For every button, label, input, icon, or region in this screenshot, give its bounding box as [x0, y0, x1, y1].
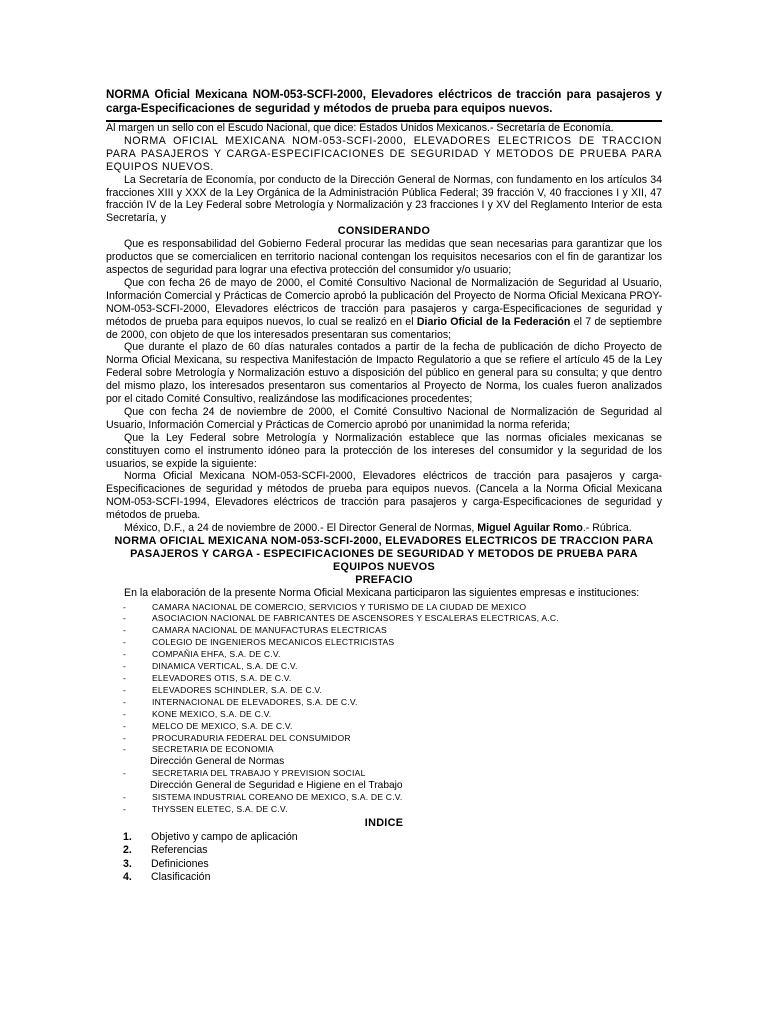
dash-bullet: - — [123, 708, 127, 719]
text-segment: el 7 de septiembre de 2000, con objeto de que los interesados presentaran sus comentarios; — [106, 315, 662, 341]
institution-name: CAMARA NACIONAL DE MANUFACTURAS ELECTRICAS — [152, 625, 387, 636]
institution-name: ELEVADORES OTIS, S.A. DE C.V. — [152, 672, 292, 683]
list-item — [106, 602, 662, 614]
norma-title: NORMA OFICIAL MEXICANA NOM-053-SCFI-2000, ELEVADORES ELECTRICOS DE TRACCION PARA PASAJEROS Y CARGA - ESPECIFICACIONES DE SEGURIDAD Y METODOS DE PRUEBA PARA EQUIPOS NUEVOS — [114, 535, 654, 573]
list-item — [106, 637, 662, 649]
list-item — [106, 697, 662, 709]
caps-title: NORMA OFICIAL MEXICANA NOM-053-SCFI-2000, ELEVADORES ELECTRICOS DE TRACCION PARA PASAJEROS Y CARGA-ESPECIFICACIONES DE SEGURIDAD Y METODOS DE PRUEBA PARA EQUIPOS NUEVOS. — [106, 134, 662, 173]
document-page — [106, 88, 662, 885]
heading-indice: INDICE — [364, 816, 404, 829]
paragraph-secretaria: La Secretaría de Economía, por conducto de la Dirección General de Normas, con fundamento en los artículos 34 fracciones XIII y XXX de la Ley Orgánica de la Administración Pública Federal; 39 fracción V, 40 fracciones I y XII, 47 fracción IV de la Ley Federal sobre Metrología y Normalización y 23 fracciones I y XV del Reglamento Interior de esta Secretaría, y — [106, 173, 662, 225]
index-label: Clasificación — [151, 871, 211, 884]
list-item — [106, 768, 662, 780]
dash-bullet: - — [123, 768, 127, 779]
list-item — [106, 685, 662, 697]
list-item — [106, 733, 662, 745]
institution-name: COLEGIO DE INGENIEROS MECANICOS ELECTRICISTAS — [152, 637, 395, 648]
institution-name: PROCURADURIA FEDERAL DEL CONSUMIDOR — [152, 732, 351, 743]
paragraph-considerando-4: Que con fecha 24 de noviembre de 2000, el Comité Consultivo Nacional de Normalización de Seguridad al Usuario, Información Comercial y Prácticas de Comercio aprobó por unanimidad la norma referida; — [106, 405, 662, 431]
dash-bullet: - — [123, 684, 127, 695]
dash-bullet: - — [123, 696, 127, 707]
heading-prefacio: PREFACIO — [355, 573, 413, 586]
dash-bullet: - — [123, 649, 127, 660]
institution-name: CAMARA NACIONAL DE COMERCIO, SERVICIOS Y TURISMO DE LA CIUDAD DE MEXICO — [152, 601, 527, 612]
institution-name: ELEVADORES SCHINDLER, S.A. DE C.V. — [152, 684, 323, 695]
list-item — [106, 792, 662, 804]
paragraph-considerando-6: Norma Oficial Mexicana NOM-053-SCFI-2000, Elevadores eléctricos de tracción para pasajeros y carga-Especificaciones de seguridad y métodos de prueba para equipos nuevos. (Cancela a la Norma Oficial Mexicana NOM-053-SCFI-1994, Elevadores eléctricos de tracción para pasajeros y carga-Especificaciones de seguridad y métodos de prueba. — [106, 470, 662, 522]
index-item — [106, 831, 662, 845]
list-item — [106, 613, 662, 625]
text-segment: México, D.F., a 24 de noviembre de 2000.- El Director General de Normas, — [124, 522, 475, 535]
institution-list — [106, 602, 662, 816]
paragraph-prefacio: En la elaboración de la presente Norma Oficial Mexicana participaron las siguientes empresas e instituciones: — [124, 586, 640, 599]
document-body — [106, 122, 662, 885]
list-item — [106, 744, 662, 756]
dash-bullet: - — [123, 803, 127, 814]
index-number: 4. — [123, 871, 132, 884]
institution-subunit: Dirección General de Normas — [150, 756, 285, 768]
dash-bullet: - — [123, 613, 127, 624]
paragraph-considerando-2 — [106, 277, 662, 342]
list-item — [106, 625, 662, 637]
institution-name: SISTEMA INDUSTRIAL COREANO DE MEXICO, S.A. DE C.V. — [152, 792, 403, 803]
institution-name: COMPAÑIA EHFA, S.A. DE C.V. — [152, 649, 281, 660]
document-title: NORMA Oficial Mexicana NOM-053-SCFI-2000, Elevadores eléctricos de tracción para pasajeros y carga-Especificaciones de seguridad y métodos de prueba para equipos nuevos. — [106, 88, 662, 122]
dash-bullet: - — [123, 720, 127, 731]
index-list — [106, 831, 662, 885]
signatory-name: Miguel Aguilar Romo — [477, 522, 583, 535]
dash-bullet: - — [123, 637, 127, 648]
dash-bullet: - — [123, 672, 127, 683]
index-item — [106, 871, 662, 885]
index-item — [106, 858, 662, 872]
dash-bullet: - — [123, 661, 127, 672]
institution-name: THYSSEN ELETEC, S.A. DE C.V. — [152, 803, 288, 814]
institution-name: INTERNACIONAL DE ELEVADORES, S.A. DE C.V. — [152, 696, 358, 707]
dash-bullet: - — [123, 792, 127, 803]
list-subitem — [106, 780, 662, 792]
institution-name: DINAMICA VERTICAL, S.A. DE C.V. — [152, 661, 298, 672]
diario-oficial-ref: Diario Oficial de la Federación — [416, 315, 571, 328]
list-item — [106, 721, 662, 733]
paragraph-considerando-3: Que durante el plazo de 60 días naturales contados a partir de la fecha de publicación de dicho Proyecto de Norma Oficial Mexicana, su respectiva Manifestación de Impacto Regulatorio a que se refiere el artículo 45 de la Ley Federal sobre Metrología y Normalización estuvo a disposición del público en general para su consulta; y que dentro del mismo plazo, los interesados presentaron sus comentarios al Proyecto de Norma, los cuales fueron analizados por el citado Comité Consultivo, realizándose las modificaciones procedentes; — [106, 341, 662, 406]
list-item — [106, 661, 662, 673]
index-item — [106, 844, 662, 858]
list-item — [106, 804, 662, 816]
index-label: Referencias — [151, 844, 208, 857]
index-label: Objetivo y campo de aplicación — [151, 830, 298, 843]
index-label: Definiciones — [151, 857, 209, 870]
list-item — [106, 649, 662, 661]
dash-bullet: - — [123, 744, 127, 755]
signature-line — [106, 522, 662, 535]
index-number: 3. — [123, 857, 132, 870]
institution-name: MELCO DE MEXICO, S.A. DE C.V. — [152, 720, 293, 731]
list-subitem — [106, 756, 662, 768]
text-segment: .- Rúbrica. — [582, 522, 632, 535]
text-segment: Que con fecha 26 de mayo de 2000, el Comité Consultivo Nacional de Normalización de Seguridad al Usuario, Información Comercial y Prácticas de Comercio aprobó la publicación del Proyecto de Norma Oficial Mexicana PROY-NOM-053-SCFI-2000, Elevadores eléctricos de tracción para pasajeros y carga-Especificaciones de seguridad y métodos de prueba para equipos nuevos, lo cual se realizó en el — [106, 276, 662, 328]
heading-considerando: CONSIDERANDO — [337, 225, 431, 238]
index-number: 2. — [123, 844, 132, 857]
list-item — [106, 673, 662, 685]
institution-name: KONE MEXICO, S.A. DE C.V. — [152, 708, 272, 719]
dash-bullet: - — [123, 625, 127, 636]
institution-name: SECRETARIA DEL TRABAJO Y PREVISION SOCIAL — [152, 768, 366, 779]
margin-note: Al margen un sello con el Escudo Nacional, que dice: Estados Unidos Mexicanos.- Secretaría de Economía. — [106, 122, 614, 134]
institution-name: SECRETARIA DE ECONOMIA — [152, 744, 274, 755]
institution-name: ASOCIACION NACIONAL DE FABRICANTES DE ASCENSORES Y ESCALERAS ELECTRICAS, A.C. — [152, 613, 559, 624]
dash-bullet: - — [123, 601, 127, 612]
institution-subunit: Dirección General de Seguridad e Higiene en el Trabajo — [150, 780, 403, 792]
index-number: 1. — [123, 830, 132, 843]
list-item — [106, 709, 662, 721]
paragraph-considerando-1: Que es responsabilidad del Gobierno Federal procurar las medidas que sean necesarias para garantizar que los productos que se comercialicen en territorio nacional contengan los requisitos necesarios con el fin de garantizar los aspectos de seguridad para lograr una efectiva protección del consumidor y/o usuario; — [106, 238, 662, 276]
dash-bullet: - — [123, 732, 127, 743]
paragraph-considerando-5: Que la Ley Federal sobre Metrología y Normalización establece que las normas oficiales mexicanas se constituyen como el instrumento idóneo para la protección de los intereses del consumidor y la seguridad de los usuarios, se expide la siguiente: — [106, 431, 662, 470]
